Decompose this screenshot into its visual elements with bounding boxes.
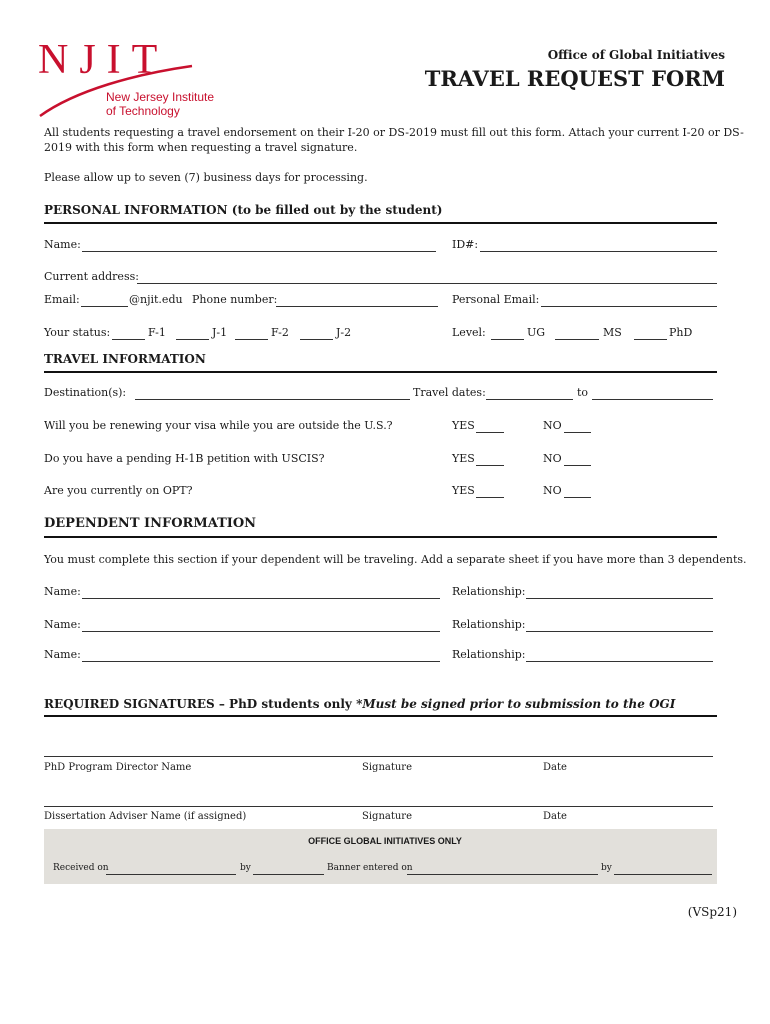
visa-yes-label: YES: [452, 419, 475, 432]
email-domain: @njit.edu: [129, 293, 183, 306]
travel-section-rule: [44, 371, 717, 373]
adviser-name-label: Dissertation Adviser Name (if assigned): [44, 811, 247, 822]
logo-line1: New Jersey Institute: [106, 90, 215, 104]
office-name: Office of Global Initiatives: [547, 48, 725, 62]
name-field[interactable]: [82, 251, 436, 252]
email-label: Email:: [44, 293, 80, 306]
h1b-no-label: NO: [543, 452, 562, 465]
logo-line2: of Technology: [106, 104, 180, 118]
opt-yes-label: YES: [452, 484, 475, 497]
banner-entered-field[interactable]: [407, 874, 598, 875]
level-label: Level:: [452, 326, 486, 339]
email-field[interactable]: [81, 306, 128, 307]
h1b-yes-label: YES: [452, 452, 475, 465]
dependent-3-relationship-label: Relationship:: [452, 648, 526, 661]
received-by-label: by: [240, 863, 251, 873]
dependent-2-name-field[interactable]: [82, 631, 440, 632]
dependent-3-name-label: Name:: [44, 648, 81, 661]
opt-no-checkbox[interactable]: [564, 497, 591, 498]
signatures-section-rule: [44, 715, 717, 717]
status-j2-checkbox[interactable]: [300, 339, 333, 340]
adviser-signature-line[interactable]: [44, 806, 713, 807]
travel-dates-label: Travel dates:: [413, 386, 486, 399]
personal-email-field[interactable]: [541, 306, 717, 307]
page-title: TRAVEL REQUEST FORM: [424, 66, 725, 91]
travel-dates-to-label: to: [577, 386, 589, 399]
dependent-3-relationship-field[interactable]: [526, 661, 713, 662]
travel-section-title: TRAVEL INFORMATION: [44, 352, 206, 366]
name-label: Name:: [44, 238, 81, 251]
banner-by-label: by: [601, 863, 612, 873]
adviser-date-label: Date: [543, 811, 567, 822]
dependent-2-relationship-field[interactable]: [526, 631, 713, 632]
dependent-1-name-label: Name:: [44, 585, 81, 598]
signatures-section-title: [44, 697, 675, 711]
destination-field[interactable]: [135, 399, 410, 400]
personal-section-title: PERSONAL INFORMATION (to be filled out by the student): [44, 203, 443, 217]
dependent-3-name-field[interactable]: [82, 661, 440, 662]
dependent-2-relationship-label: Relationship:: [452, 618, 526, 631]
opt-yes-checkbox[interactable]: [476, 497, 504, 498]
status-f1-checkbox[interactable]: [112, 339, 145, 340]
level-ms-checkbox[interactable]: [555, 339, 599, 340]
status-f2-checkbox[interactable]: [235, 339, 268, 340]
h1b-yes-checkbox[interactable]: [476, 465, 504, 466]
dependent-note: You must complete this section if your dependent will be traveling. Add a separate sheet if you have more than 3 dependents.: [44, 553, 747, 566]
form-version: (VSp21): [687, 905, 737, 919]
destination-label: Destination(s):: [44, 386, 127, 399]
travel-date-from-field[interactable]: [486, 399, 573, 400]
address-label: Current address:: [44, 270, 139, 283]
phone-field[interactable]: [276, 306, 438, 307]
visa-no-checkbox[interactable]: [564, 432, 591, 433]
personal-email-label: Personal Email:: [452, 293, 540, 306]
signatures-title-main: REQUIRED SIGNATURES – PhD students only: [44, 697, 357, 711]
received-by-field[interactable]: [253, 874, 324, 875]
dependent-section-title: DEPENDENT INFORMATION: [44, 516, 257, 531]
processing-note: Please allow up to seven (7) business days for processing.: [44, 171, 368, 184]
phone-label: Phone number:: [192, 293, 278, 306]
adviser-signature-label: Signature: [362, 811, 413, 822]
question-opt: Are you currently on OPT?: [44, 484, 193, 497]
received-on-field[interactable]: [106, 874, 236, 875]
office-use-title: OFFICE GLOBAL INITIATIVES ONLY: [308, 836, 462, 846]
level-ug-checkbox[interactable]: [491, 339, 524, 340]
dependent-1-relationship-label: Relationship:: [452, 585, 526, 598]
intro-line-1: All students requesting a travel endorsement on their I-20 or DS-2019 must fill out this form. Attach your current I-20 or DS-: [44, 126, 744, 139]
status-label: Your status:: [44, 326, 111, 339]
level-phd-label: PhD: [669, 326, 693, 339]
dependent-2-name-label: Name:: [44, 618, 81, 631]
director-date-label: Date: [543, 762, 567, 773]
status-j1-checkbox[interactable]: [176, 339, 209, 340]
status-j2-label: J-2: [336, 326, 352, 339]
status-f2-label: F-2: [271, 326, 289, 339]
id-field[interactable]: [480, 251, 717, 252]
visa-yes-checkbox[interactable]: [476, 432, 504, 433]
id-label: ID#:: [452, 238, 479, 251]
banner-entered-label: Banner entered on: [327, 863, 413, 873]
travel-date-to-field[interactable]: [592, 399, 713, 400]
signatures-title-emphasis: *Must be signed prior to submission to the OGI: [356, 697, 676, 711]
dependent-1-name-field[interactable]: [82, 598, 440, 599]
level-phd-checkbox[interactable]: [634, 339, 667, 340]
director-name-label: PhD Program Director Name: [44, 762, 192, 773]
opt-no-label: NO: [543, 484, 562, 497]
level-ms-label: MS: [603, 326, 622, 339]
question-visa-renewal: Will you be renewing your visa while you are outside the U.S.?: [44, 419, 393, 432]
dependent-1-relationship-field[interactable]: [526, 598, 713, 599]
level-ug-label: UG: [527, 326, 546, 339]
logo-wordmark: NJIT: [38, 37, 169, 83]
banner-by-field[interactable]: [614, 874, 712, 875]
intro-line-2: 2019 with this form when requesting a travel signature.: [44, 141, 358, 154]
director-signature-line[interactable]: [44, 756, 713, 757]
visa-no-label: NO: [543, 419, 562, 432]
h1b-no-checkbox[interactable]: [564, 465, 591, 466]
address-field[interactable]: [137, 283, 717, 284]
director-signature-label: Signature: [362, 762, 413, 773]
received-on-label: Received on: [53, 863, 109, 873]
status-j1-label: J-1: [212, 326, 228, 339]
dependent-section-rule: [44, 536, 717, 538]
question-h1b-petition: Do you have a pending H-1B petition with USCIS?: [44, 452, 325, 465]
status-f1-label: F-1: [148, 326, 166, 339]
personal-section-rule: [44, 222, 717, 224]
